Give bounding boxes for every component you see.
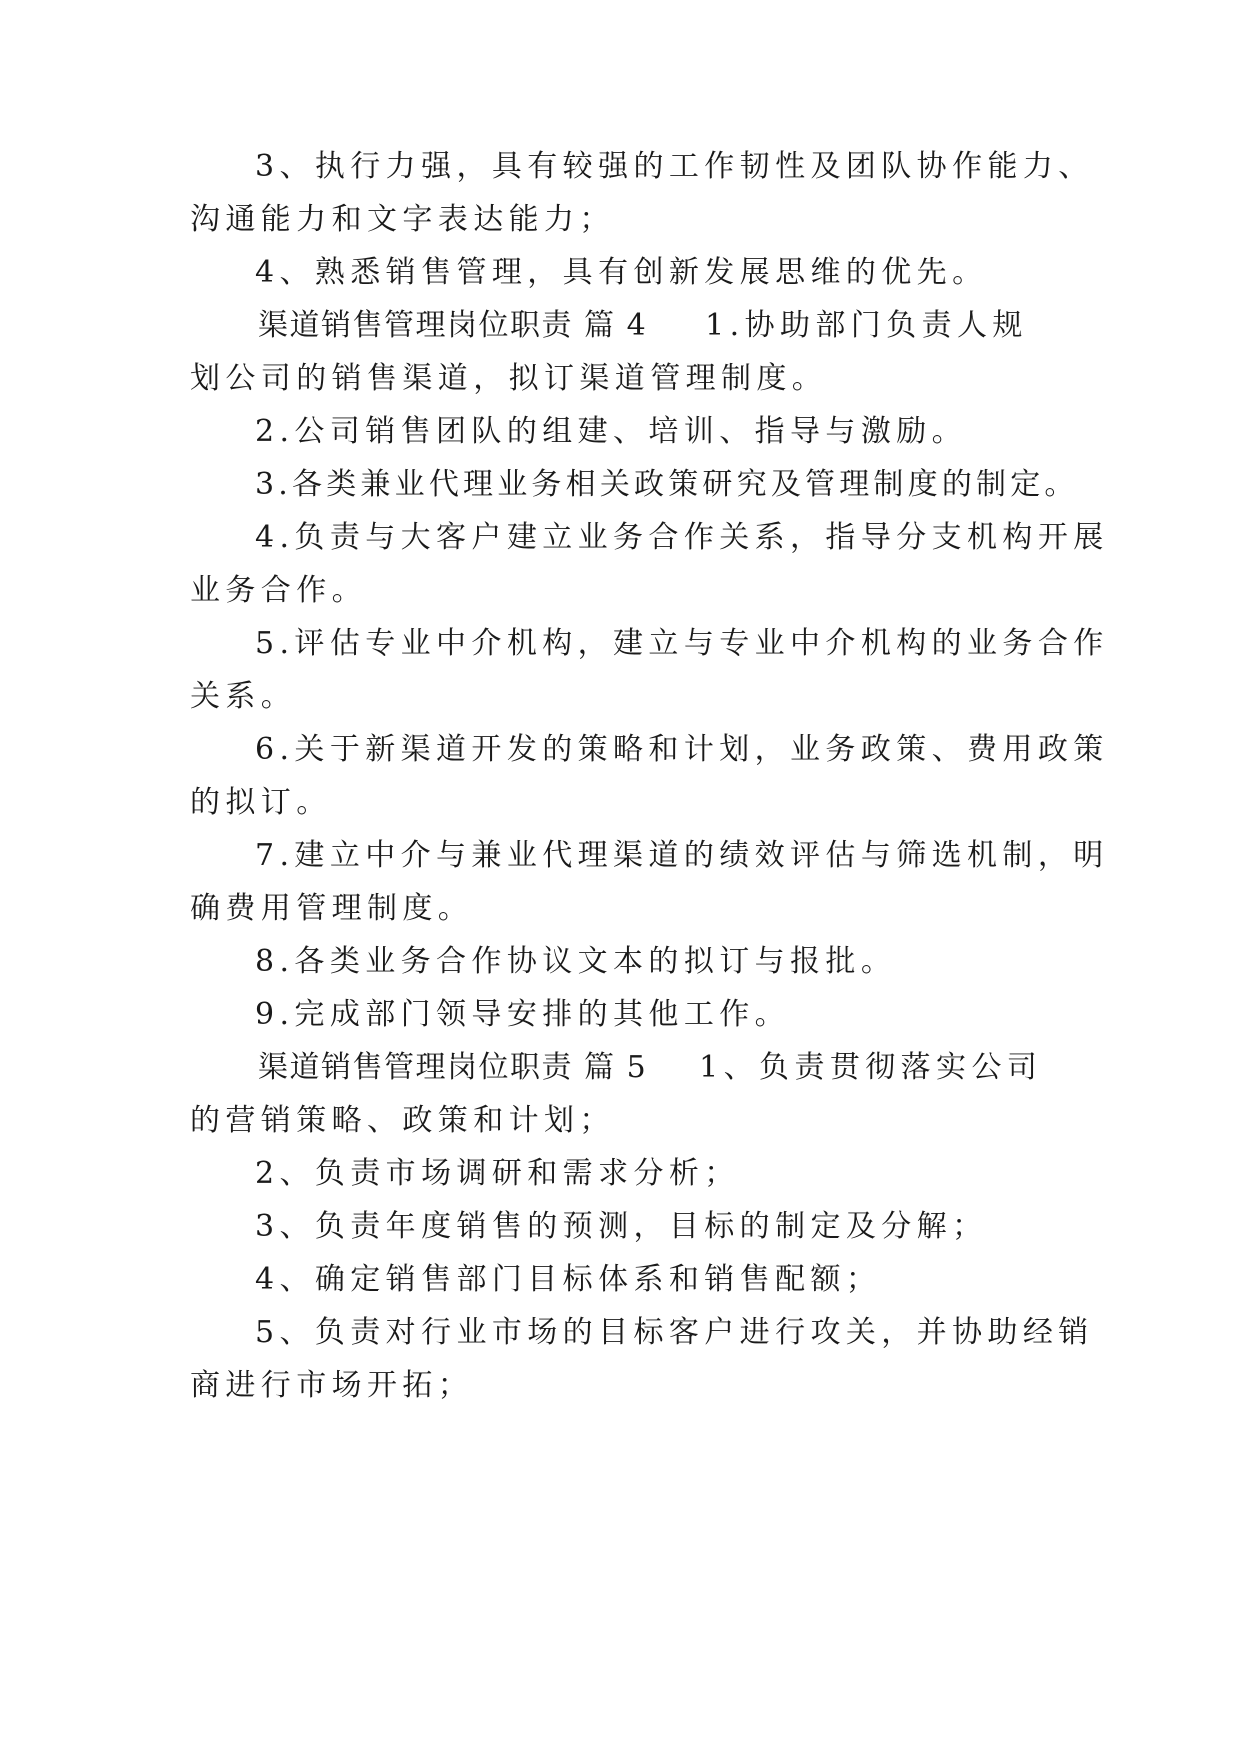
section-4-line [258,304,1028,348]
paragraph-line: 3.各类兼业代理业务相关政策研究及管理制度的制定。 [255,467,1079,502]
paragraph-line: 商进行市场开拓； [190,1368,474,1403]
paragraph-line: 4、熟悉销售管理，具有创新发展思维的优先。 [255,255,988,290]
section-heading-4: 渠道销售管理岗位职责 篇 4 [258,308,648,343]
paragraph-line: 关系。 [190,679,297,714]
section-5-line [258,1046,1042,1090]
paragraph-line: 9.完成部门领导安排的其他工作。 [255,997,791,1032]
paragraph-line: 5、负责对行业市场的目标客户进行攻关，并协助经销 [255,1315,1094,1350]
paragraph-text: 1、负责贯彻落实公司 [699,1050,1043,1085]
section-heading-5: 渠道销售管理岗位职责 篇 5 [258,1050,648,1085]
paragraph-line: 8.各类业务合作协议文本的拟订与报批。 [255,944,897,979]
paragraph-line: 3、负责年度销售的预测，目标的制定及分解； [255,1209,988,1244]
paragraph-line: 业务合作。 [190,573,367,608]
paragraph-line: 6.关于新渠道开发的策略和计划，业务政策、费用政策 [255,732,1109,767]
paragraph-line: 的营销策略、政策和计划； [190,1103,615,1138]
paragraph-line: 2.公司销售团队的组建、培训、指导与激励。 [255,414,968,449]
paragraph-line: 5.评估专业中介机构，建立与专业中介机构的业务合作 [255,626,1109,661]
paragraph-line: 4、确定销售部门目标体系和销售配额； [255,1262,882,1297]
paragraph-line: 2、负责市场调研和需求分析； [255,1156,740,1191]
paragraph-line: 沟通能力和文字表达能力； [190,202,615,237]
paragraph-line: 确费用管理制度。 [190,891,474,926]
paragraph-line: 4.负责与大客户建立业务合作关系，指导分支机构开展 [255,520,1109,555]
paragraph-line: 的拟订。 [190,785,332,820]
paragraph-line: 3、执行力强，具有较强的工作韧性及团队协作能力、 [255,149,1094,184]
paragraph-text: 1.协助部门负责人规 [705,308,1028,343]
paragraph-line: 划公司的销售渠道，拟订渠道管理制度。 [190,361,828,396]
paragraph-line: 7.建立中介与兼业代理渠道的绩效评估与筛选机制，明 [255,838,1109,873]
